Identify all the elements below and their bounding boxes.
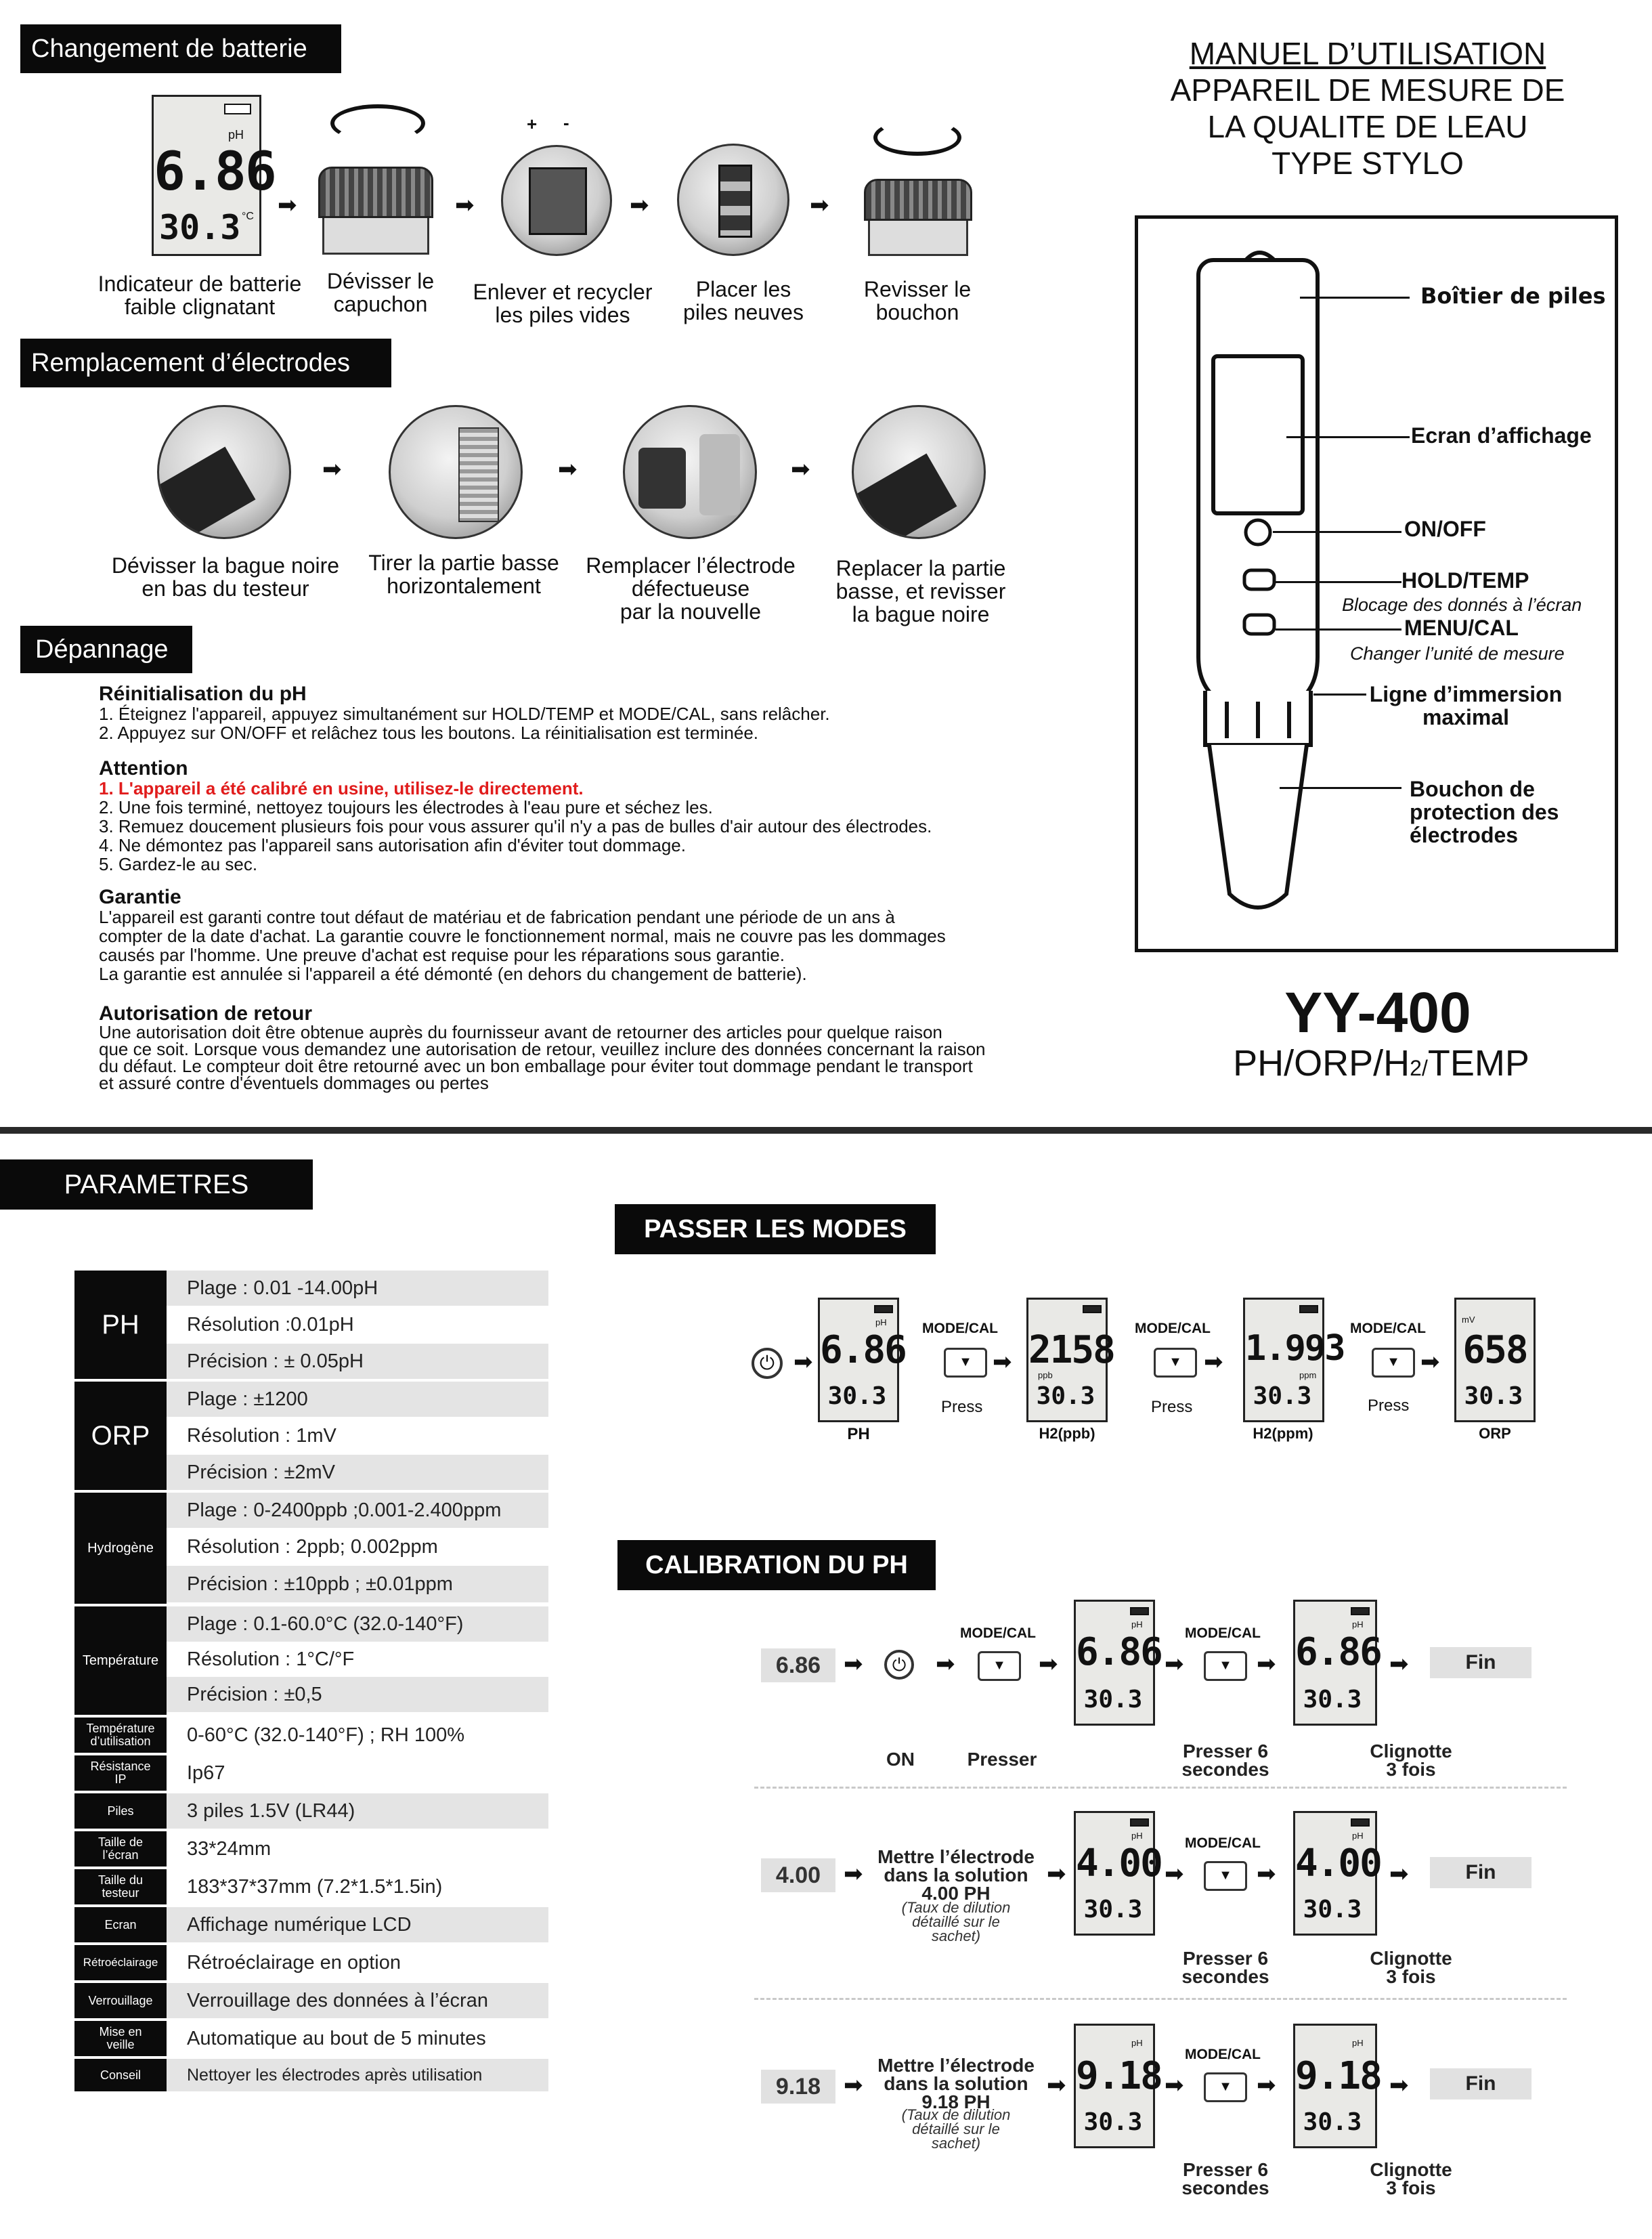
param-label: Ecran	[74, 1907, 167, 1942]
param-value: 33*24mm	[167, 1831, 548, 1867]
arrow-right-icon: ➡	[810, 192, 829, 219]
arrow-right-icon: ➡	[278, 192, 297, 219]
electrode-ring-image	[157, 405, 291, 539]
blink-label: Clignotte 3 fois	[1370, 2159, 1452, 2198]
mode-screen: pH 6.86 30.3	[818, 1298, 899, 1422]
battery-caption-1: Indicateur de batterie faible clignatant	[97, 272, 302, 319]
battery-level-icon	[224, 104, 251, 114]
electrode-caption-1: Dévisser la bague noire en bas du testeur	[111, 553, 340, 601]
lcd-value: 6.86	[154, 142, 276, 202]
fin-box: Fin	[1430, 1857, 1531, 1888]
manual-title-line: TYPE STYLO	[1271, 146, 1464, 181]
param-label: Piles	[74, 1793, 167, 1829]
press-label: Press	[1368, 1396, 1410, 1415]
cal-screen: pH 9.18 30.3	[1293, 2024, 1377, 2148]
pen-device-illustration	[1178, 244, 1341, 928]
model-subtitle	[1205, 1043, 1557, 1088]
return-line: Une autorisation doit être obtenue auprès du fournisseur avant de retourner des articles pour quelque raison	[99, 1022, 942, 1042]
arrow-right-icon: ➡	[1257, 1650, 1276, 1678]
mode-button-label: MODE/CAL	[1185, 1625, 1261, 1641]
mode-screen: 1.993 ppm 30.3	[1243, 1298, 1324, 1422]
troubleshooting-section-title: Dépannage	[20, 626, 192, 673]
param-row: Résolution : 2ppb; 0.002ppm	[167, 1529, 548, 1564]
param-value: 183*37*37mm (7.2*1.5*1.5in)	[167, 1869, 548, 1904]
callout-immersion: Ligne d’immersion maximal	[1369, 682, 1563, 729]
return-line: du défaut. Le compteur doit être retourné avec un bon emballage pour éviter tout dommage pendant le transport	[99, 1056, 973, 1076]
minus-sign: -	[563, 112, 569, 133]
arrow-right-icon: ➡	[844, 1860, 863, 1888]
battery-caption-3: Enlever et recycler les piles vides	[473, 280, 653, 327]
param-value: Verrouillage des données à l’écran	[167, 1983, 548, 2018]
manual-title-line: APPAREIL DE MESURE DE	[1170, 72, 1565, 108]
arrow-right-icon: ➡	[844, 2072, 863, 2099]
cal-value-box: 6.86	[761, 1648, 835, 1682]
callout-onoff: ON/OFF	[1404, 517, 1486, 541]
warranty-line: causés par l'homme. Une preuve d'achat est requise pour les réparations sous garantie.	[99, 945, 785, 965]
callout-menu: MENU/CAL	[1404, 616, 1519, 640]
lcd-temp-unit: °C	[242, 211, 254, 222]
cal-screen: pH 4.00 30.3	[1074, 1811, 1155, 1936]
mode-button-label: MODE/CAL	[1135, 1321, 1211, 1336]
mode-button-label: MODE/CAL	[1185, 1835, 1261, 1851]
mode-cal-button[interactable]: ▼	[944, 1348, 987, 1378]
electrode-caption-4: Replacer la partie basse, et revisser la bague noire	[835, 556, 1006, 626]
mode-screen-name: H2(ppb)	[1039, 1425, 1095, 1442]
press-6s-label: Presser 6 secondes	[1181, 1948, 1269, 1987]
manual-title	[1124, 35, 1611, 182]
cal-note: (Taux de dilution détaillé sur le sachet)	[901, 2106, 1011, 2152]
battery-caption-5: Revisser le bouchon	[863, 277, 972, 324]
battery-caption-4: Placer les piles neuves	[683, 277, 804, 324]
cal-instruction: Mettre l’électrode dans la solution 4.00 PH	[877, 1846, 1035, 1904]
params-table	[74, 1271, 548, 2091]
mode-button-label: MODE/CAL	[960, 1625, 1036, 1641]
page-divider	[0, 1127, 1652, 1134]
param-value: Affichage numérique LCD	[167, 1907, 548, 1942]
params-title: PARAMETRES	[0, 1159, 313, 1210]
param-label: Verrouillage	[74, 1983, 167, 2018]
fin-box: Fin	[1430, 2068, 1531, 2099]
param-label: Mise en veille	[74, 2021, 167, 2056]
press-6s-label: Presser 6 secondes	[1181, 1741, 1269, 1780]
callout-line	[1276, 581, 1401, 583]
press-label: Press	[941, 1398, 983, 1416]
new-batteries-image	[677, 144, 789, 256]
param-value: Rétroéclairage en option	[167, 1945, 548, 1980]
rotate-arrow-icon	[330, 104, 425, 142]
arrow-right-icon: ➡	[936, 1650, 955, 1678]
model-name: YY-400	[1284, 981, 1471, 1044]
arrow-right-icon: ➡	[322, 456, 342, 483]
mode-button-label: MODE/CAL	[922, 1321, 998, 1336]
mode-screen-name: PH	[847, 1425, 870, 1443]
callout-menu-sub: Changer l’unité de mesure	[1350, 643, 1565, 664]
return-title: Autorisation de retour	[99, 1002, 313, 1025]
rotate-arrow-icon	[873, 119, 961, 156]
battery-cap-image	[864, 179, 972, 256]
cal-divider	[754, 1998, 1567, 2000]
battery-cap-image	[318, 167, 433, 255]
param-group-label: Température	[74, 1606, 167, 1715]
battery-compartment-image	[501, 145, 612, 256]
reset-line: 2. Appuyez sur ON/OFF et relâchez tous les boutons. La réinitialisation est terminée.	[99, 723, 759, 743]
param-row: Précision : ±2mV	[167, 1455, 548, 1490]
param-row: Résolution :0.01pH	[167, 1307, 548, 1342]
callout-line	[1276, 628, 1401, 631]
attention-line: 5. Gardez-le au sec.	[99, 854, 258, 874]
warranty-line: L'appareil est garanti contre tout défaut de matériau et de fabrication pendant une période de un ans à	[99, 907, 895, 927]
electrodes-section-title: Remplacement d’électrodes	[20, 339, 391, 387]
attention-title: Attention	[99, 757, 188, 780]
calibration-title: CALIBRATION DU PH	[617, 1540, 936, 1590]
electrode-refit-image	[852, 405, 986, 539]
param-label: Taille du testeur	[74, 1869, 167, 1904]
mode-screen: 2158 ppb 30.3	[1026, 1298, 1108, 1422]
cal-screen: pH 6.86 30.3	[1293, 1600, 1377, 1726]
callout-line	[1300, 297, 1410, 299]
arrow-right-icon: ➡	[791, 456, 810, 483]
mode-button-label: MODE/CAL	[1185, 2047, 1261, 2062]
reset-line: 1. Éteignez l'appareil, appuyez simultanément sur HOLD/TEMP et MODE/CAL, sans relâcher.	[99, 704, 830, 724]
param-group-label: ORP	[74, 1382, 167, 1490]
cal-screen: pH 6.86 30.3	[1074, 1600, 1155, 1726]
param-label: Conseil	[74, 2059, 167, 2091]
attention-line: 4. Ne démontez pas l'appareil sans autorisation afin d'éviter tout dommage.	[99, 835, 686, 855]
mode-cal-button[interactable]: ▼	[1154, 1348, 1197, 1378]
arrow-right-icon: ➡	[630, 192, 649, 219]
callout-line	[1280, 787, 1401, 789]
callout-hold: HOLD/TEMP	[1401, 568, 1529, 593]
param-label: Rétroéclairage	[74, 1945, 167, 1980]
arrow-right-icon: ➡	[1257, 1860, 1276, 1888]
arrow-right-icon: ➡	[844, 1650, 863, 1678]
param-group-label: PH	[74, 1271, 167, 1379]
callout-cap: Bouchon de protection des électrodes	[1410, 777, 1559, 847]
press-label: Presser	[967, 1749, 1037, 1770]
warranty-title: Garantie	[99, 886, 181, 908]
press-label: Press	[1151, 1398, 1193, 1416]
mode-screen-name: H2(ppm)	[1253, 1425, 1313, 1442]
cal-instruction: Mettre l’électrode dans la solution 9.18 PH	[877, 2055, 1035, 2112]
power-button-icon: ⏻	[752, 1348, 783, 1379]
param-row: Plage : 0-2400ppb ;0.001-2.400ppm	[167, 1493, 548, 1528]
mode-cal-button[interactable]: ▼	[1372, 1348, 1415, 1378]
param-row: Précision : ±10ppb ; ±0.01ppm	[167, 1566, 548, 1602]
electrode-caption-2: Tirer la partie basse horizontalement	[368, 551, 559, 598]
arrow-right-icon: ➡	[1257, 2072, 1276, 2099]
cal-divider	[754, 1787, 1567, 1789]
arrow-right-icon: ➡	[1039, 1650, 1058, 1678]
param-label: Température d’utilisation	[74, 1718, 167, 1753]
arrow-right-icon: ➡	[1165, 1650, 1184, 1678]
cal-screen: pH 9.18 30.3	[1074, 2024, 1155, 2148]
param-row: Plage : 0.1-60.0°C (32.0-140°F)	[167, 1606, 548, 1642]
cal-screen: pH 4.00 30.3	[1293, 1811, 1377, 1936]
param-row: Plage : ±1200	[167, 1382, 548, 1417]
blink-label: Clignotte 3 fois	[1370, 1948, 1452, 1987]
param-row: Plage : 0.01 -14.00pH	[167, 1271, 548, 1306]
param-value: 3 piles 1.5V (LR44)	[167, 1793, 548, 1829]
arrow-right-icon: ➡	[1420, 1348, 1440, 1376]
battery-caption-2: Dévisser le capuchon	[326, 269, 435, 316]
arrow-right-icon: ➡	[455, 192, 475, 219]
cal-value-box: 9.18	[761, 2070, 835, 2104]
param-value: Automatique au bout de 5 minutes	[167, 2021, 548, 2056]
lcd-temp: 30.3	[159, 208, 241, 247]
reset-title: Réinitialisation du pH	[99, 683, 307, 705]
cal-note: (Taux de dilution détaillé sur le sachet)	[901, 1899, 1011, 1944]
lcd-unit: pH	[228, 128, 244, 142]
arrow-right-icon: ➡	[1389, 2072, 1409, 2099]
arrow-right-icon: ➡	[558, 456, 578, 483]
mode-cal-button[interactable]: ▼	[978, 1651, 1021, 1681]
param-row: Précision : ± 0.05pH	[167, 1344, 548, 1379]
model-sub-part: PH/ORP/H	[1233, 1043, 1410, 1084]
arrow-right-icon: ➡	[794, 1348, 813, 1376]
arrow-right-icon: ➡	[1047, 2072, 1066, 2099]
param-row: Résolution : 1°C/°F	[167, 1643, 548, 1676]
battery-section-title: Changement de batterie	[20, 24, 341, 73]
arrow-right-icon: ➡	[1165, 1860, 1184, 1888]
attention-line: 2. Une fois terminé, nettoyez toujours les électrodes à l'eau pure et séchez les.	[99, 797, 713, 817]
param-value: Ip67	[167, 1755, 548, 1791]
modes-title: PASSER LES MODES	[615, 1204, 936, 1254]
warranty-line: compter de la date d'achat. La garantie couvre le fonctionnement normal, mais ne couvre pas les dommages	[99, 926, 946, 946]
callout-battery-case: Boîtier de piles	[1420, 283, 1606, 309]
param-row: Précision : ±0,5	[167, 1677, 548, 1712]
param-value: 0-60°C (32.0-140°F) ; RH 100%	[167, 1718, 548, 1753]
callout-hold-sub: Blocage des donnés à l’écran	[1342, 595, 1582, 615]
mode-screen: mV 658 30.3	[1454, 1298, 1536, 1422]
fin-box: Fin	[1430, 1647, 1531, 1678]
param-label: Taille de l’écran	[74, 1831, 167, 1867]
arrow-right-icon: ➡	[1389, 1650, 1409, 1678]
power-button-icon[interactable]: ⏻	[884, 1650, 914, 1680]
model-sub-part: 2/	[1410, 1056, 1428, 1080]
blink-label: Clignotte 3 fois	[1370, 1741, 1452, 1780]
return-line: et assuré contre d'éventuels dommages ou pertes	[99, 1073, 489, 1093]
attention-line: 3. Remuez doucement plusieurs fois pour vous assurer qu'il n'y a pas de bulles d'air autour des électrodes.	[99, 816, 932, 836]
press-6s-label: Presser 6 secondes	[1181, 2159, 1269, 2198]
param-group-label: Hydrogène	[74, 1493, 167, 1604]
troubleshooting-text	[99, 684, 1114, 1092]
callout-line	[1273, 531, 1401, 533]
on-label: ON	[886, 1749, 915, 1770]
arrow-right-icon: ➡	[1204, 1348, 1223, 1376]
arrow-right-icon: ➡	[1165, 2072, 1184, 2099]
electrode-replace-image	[623, 405, 757, 539]
electrode-pull-image	[389, 405, 523, 539]
param-value: Nettoyer les électrodes après utilisation	[167, 2059, 548, 2091]
manual-title-line: LA QUALITE DE LEAU	[1207, 109, 1528, 144]
warranty-line: La garantie est annulée si l'appareil a été démonté (en dehors du changement de batterie).	[99, 964, 807, 984]
arrow-right-icon: ➡	[993, 1348, 1012, 1376]
arrow-right-icon: ➡	[1389, 1860, 1409, 1888]
callout-line	[1286, 436, 1410, 438]
return-line: que ce soit. Lorsque vous demandez une autorisation de retour, veuillez inclure des données concernant la raison	[99, 1039, 986, 1059]
manual-title-underlined: MANUEL D’UTILISATION	[1189, 36, 1546, 71]
mode-cal-button[interactable]: ▼	[1204, 1651, 1247, 1681]
plus-sign: +	[527, 114, 538, 134]
param-label: Résistance IP	[74, 1755, 167, 1791]
callout-screen: Ecran d’affichage	[1411, 423, 1592, 448]
mode-screen-name: ORP	[1479, 1425, 1511, 1442]
param-row: Résolution : 1mV	[167, 1418, 548, 1453]
attention-warning: 1. L'appareil a été calibré en usine, utilisez-le directement.	[99, 778, 584, 798]
electrode-caption-3: Remplacer l’électrode défectueuse par la nouvelle	[586, 553, 796, 624]
model-sub-part: TEMP	[1427, 1043, 1529, 1084]
battery-lcd-display	[152, 95, 276, 256]
cal-value-box: 4.00	[761, 1858, 835, 1892]
mode-cal-button[interactable]: ▼	[1204, 2072, 1247, 2102]
mode-button-label: MODE/CAL	[1350, 1321, 1426, 1336]
arrow-right-icon: ➡	[1047, 1860, 1066, 1888]
mode-cal-button[interactable]: ▼	[1204, 1861, 1247, 1891]
